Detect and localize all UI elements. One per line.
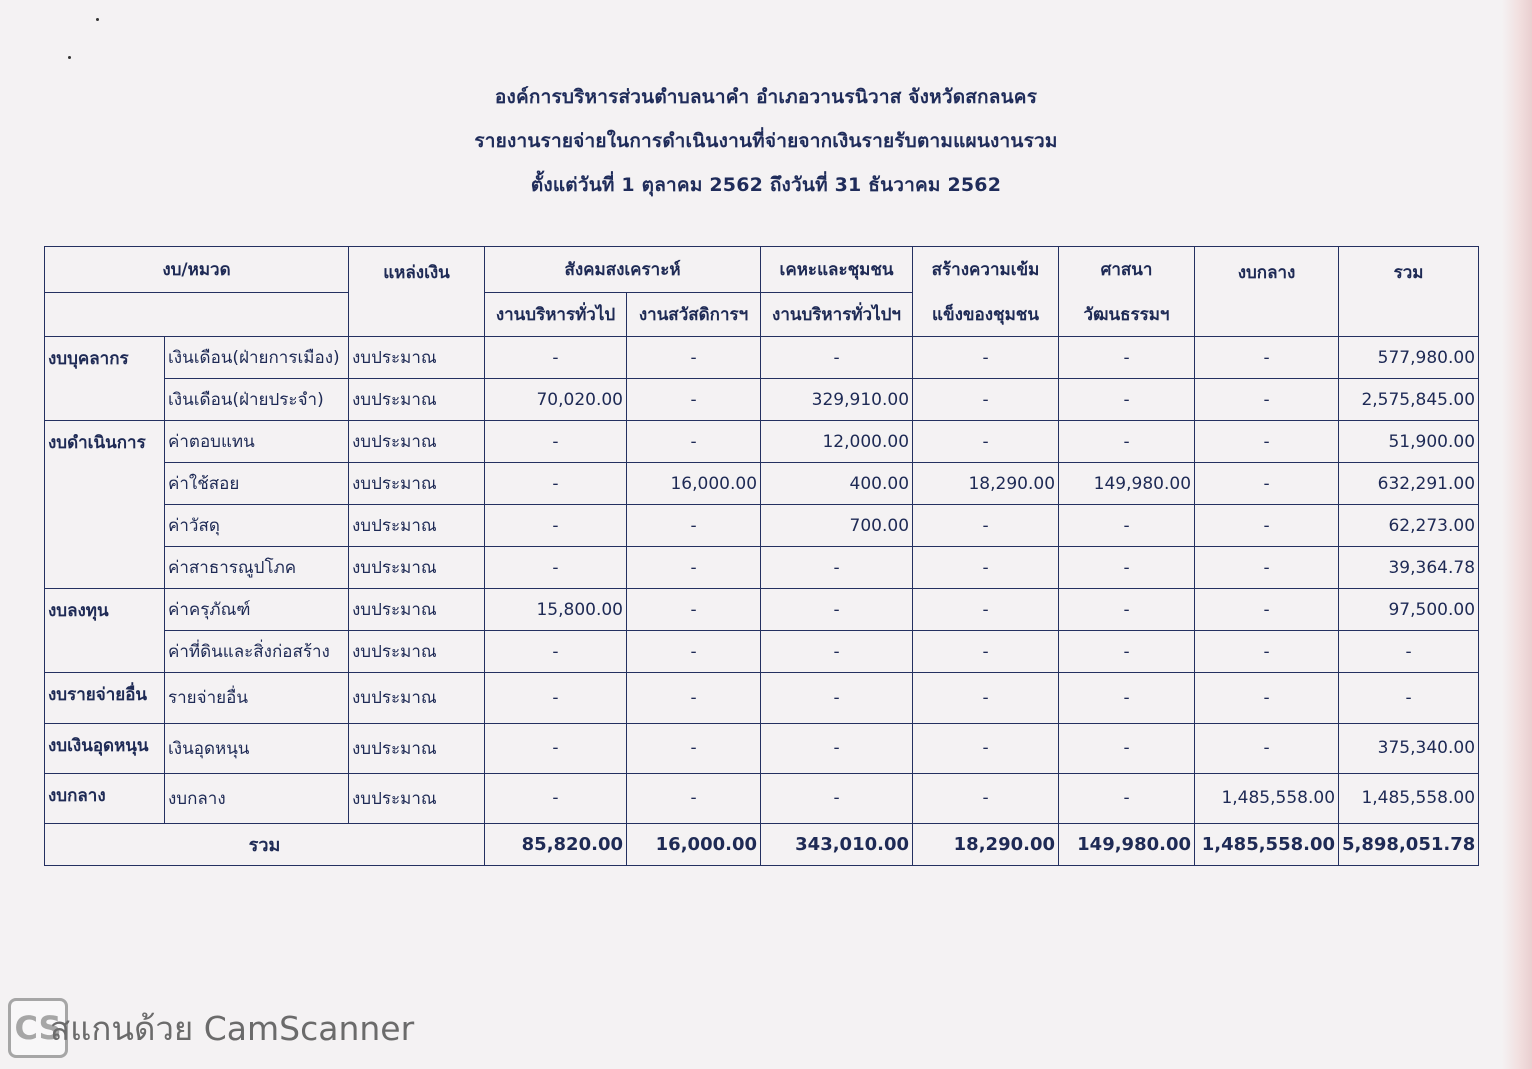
cell-total: 39,364.78 [1339,547,1479,589]
header-religion-2: วัฒนธรรมฯ [1059,293,1195,337]
cell-total: 1,485,558.00 [1339,773,1479,823]
table-row [45,463,1479,505]
row-source: งบประมาณ [349,631,485,673]
row-item: เงินเดือน(ฝ่ายการเมือง) [165,337,349,379]
cell-value: - [485,631,627,673]
cell-value: - [1059,673,1195,723]
cell-total: - [1339,631,1479,673]
table-row [45,421,1479,463]
row-item: งบกลาง [165,773,349,823]
row-item: ค่าที่ดินและสิ่งก่อสร้าง [165,631,349,673]
camscanner-watermark [8,996,414,1060]
cell-value: - [627,547,761,589]
table-row [45,673,1479,723]
header-social-welfare: สังคมสงเคราะห์ [485,247,761,293]
cell-value: - [1059,379,1195,421]
cell-value: - [627,589,761,631]
header-category-spacer [45,293,349,337]
row-source: งบประมาณ [349,589,485,631]
row-source: งบประมาณ [349,379,485,421]
cell-value: - [485,547,627,589]
cell-value: - [485,505,627,547]
cell-value: 149,980.00 [1059,463,1195,505]
row-item: รายจ่ายอื่น [165,673,349,723]
total-value: 149,980.00 [1059,823,1195,865]
header-social-admin: งานบริหารทั่วไป [485,293,627,337]
cell-value: - [1059,723,1195,773]
cell-value: - [761,547,913,589]
header-religion-1: ศาสนา [1059,247,1195,293]
header-housing-admin: งานบริหารทั่วไปฯ [761,293,913,337]
cell-value: 700.00 [761,505,913,547]
camscanner-text: สแกนด้วย CamScanner [50,1008,415,1048]
report-period: ตั้งแต่วันที่ 1 ตุลาคม 2562 ถึงวันที่ 31 ธันวาคม 2562 [530,174,1002,196]
cell-value: - [1195,631,1339,673]
total-value: 16,000.00 [627,823,761,865]
cell-value: - [1059,505,1195,547]
row-item: ค่าวัสดุ [165,505,349,547]
cell-total: 632,291.00 [1339,463,1479,505]
cell-total: 97,500.00 [1339,589,1479,631]
cell-value: - [761,589,913,631]
cell-value: - [913,547,1059,589]
header-source: แหล่งเงิน [349,247,485,337]
header-category: งบ/หมวด [45,247,349,293]
cell-total: 577,980.00 [1339,337,1479,379]
cell-value: - [1059,337,1195,379]
cell-value: - [761,631,913,673]
table-row [45,773,1479,823]
grand-total: 5,898,051.78 [1339,823,1479,865]
scan-speck [68,56,71,59]
scan-speck [96,18,99,21]
cell-value: - [1059,773,1195,823]
cell-total: 51,900.00 [1339,421,1479,463]
report-title-block [0,80,1532,212]
row-item: เงินอุดหนุน [165,723,349,773]
group-central: งบกลาง [45,773,165,823]
cell-value: - [1059,631,1195,673]
table-row [45,547,1479,589]
row-item: เงินเดือน(ฝ่ายประจำ) [165,379,349,421]
cell-value: - [913,589,1059,631]
cell-value: - [913,723,1059,773]
cell-value: - [627,631,761,673]
header-strengthen-2: แข็งของชุมชน [913,293,1059,337]
table-row [45,589,1479,631]
table-row [45,505,1479,547]
cell-value: - [627,379,761,421]
cell-value: - [1195,421,1339,463]
row-item: ค่าตอบแทน [165,421,349,463]
cell-value: - [485,723,627,773]
cell-value: - [913,421,1059,463]
row-source: งบประมาณ [349,337,485,379]
cell-value: - [1195,463,1339,505]
cell-value: 70,020.00 [485,379,627,421]
cell-value: - [1195,673,1339,723]
cell-value: - [1059,547,1195,589]
cell-value: - [1195,723,1339,773]
header-total: รวม [1339,247,1479,337]
table-row [45,723,1479,773]
cell-value: - [627,723,761,773]
report-title: รายงานรายจ่ายในการดำเนินงานที่จ่ายจากเงินรายรับตามแผนงานรวม [474,130,1058,152]
cell-value: 18,290.00 [913,463,1059,505]
total-value: 343,010.00 [761,823,913,865]
cell-value: - [1195,337,1339,379]
expense-report-table [44,246,1479,866]
cell-value: - [1195,589,1339,631]
cell-value: - [485,463,627,505]
cell-value: - [913,773,1059,823]
table-row [45,631,1479,673]
header-housing: เคหะและชุมชน [761,247,913,293]
cell-total: 62,273.00 [1339,505,1479,547]
cell-value: - [1195,379,1339,421]
table-row [45,379,1479,421]
cell-value: - [627,505,761,547]
header-strengthen-1: สร้างความเข้ม [913,247,1059,293]
camscanner-logo-icon: CS [8,998,68,1058]
total-value: 85,820.00 [485,823,627,865]
group-subsidy: งบเงินอุดหนุน [45,723,165,773]
row-item: ค่าใช้สอย [165,463,349,505]
total-label: รวม [45,823,485,865]
cell-value: 15,800.00 [485,589,627,631]
cell-value: - [1059,589,1195,631]
cell-value: - [1059,421,1195,463]
cell-value: - [1195,505,1339,547]
table-row [45,337,1479,379]
cell-value: - [761,673,913,723]
row-source: งบประมาณ [349,421,485,463]
cell-value: 329,910.00 [761,379,913,421]
cell-value: - [485,337,627,379]
cell-value: - [627,773,761,823]
org-title: องค์การบริหารส่วนตำบลนาคำ อำเภอวานรนิวาส จังหวัดสกลนคร [494,86,1038,108]
total-value: 18,290.00 [913,823,1059,865]
header-central-budget: งบกลาง [1195,247,1339,337]
cell-total: 375,340.00 [1339,723,1479,773]
cell-value: - [913,673,1059,723]
cell-value: - [627,337,761,379]
cell-value: - [761,337,913,379]
group-other: งบรายจ่ายอื่น [45,673,165,723]
cell-value: 400.00 [761,463,913,505]
cell-value: - [485,421,627,463]
group-operations: งบดำเนินการ [45,421,165,589]
cell-value: - [1195,547,1339,589]
cell-value: - [913,631,1059,673]
row-source: งบประมาณ [349,463,485,505]
cell-total: - [1339,673,1479,723]
row-source: งบประมาณ [349,723,485,773]
cell-value: - [913,379,1059,421]
cell-value: 16,000.00 [627,463,761,505]
cell-value: - [761,723,913,773]
cell-value: - [485,673,627,723]
row-source: งบประมาณ [349,773,485,823]
cell-total: 2,575,845.00 [1339,379,1479,421]
cell-value: - [761,773,913,823]
cell-value: - [627,421,761,463]
row-item: ค่าสาธารณูปโภค [165,547,349,589]
cell-value: - [485,773,627,823]
row-source: งบประมาณ [349,505,485,547]
cell-value: - [913,337,1059,379]
total-row [45,823,1479,865]
cell-value: - [627,673,761,723]
cell-value: - [913,505,1059,547]
row-source: งบประมาณ [349,547,485,589]
header-social-welfare-work: งานสวัสดิการฯ [627,293,761,337]
row-source: งบประมาณ [349,673,485,723]
cell-value: 1,485,558.00 [1195,773,1339,823]
header-row-1 [45,247,1479,293]
cell-value: 12,000.00 [761,421,913,463]
group-investment: งบลงทุน [45,589,165,673]
row-item: ค่าครุภัณฑ์ [165,589,349,631]
group-personnel: งบบุคลากร [45,337,165,421]
total-value: 1,485,558.00 [1195,823,1339,865]
